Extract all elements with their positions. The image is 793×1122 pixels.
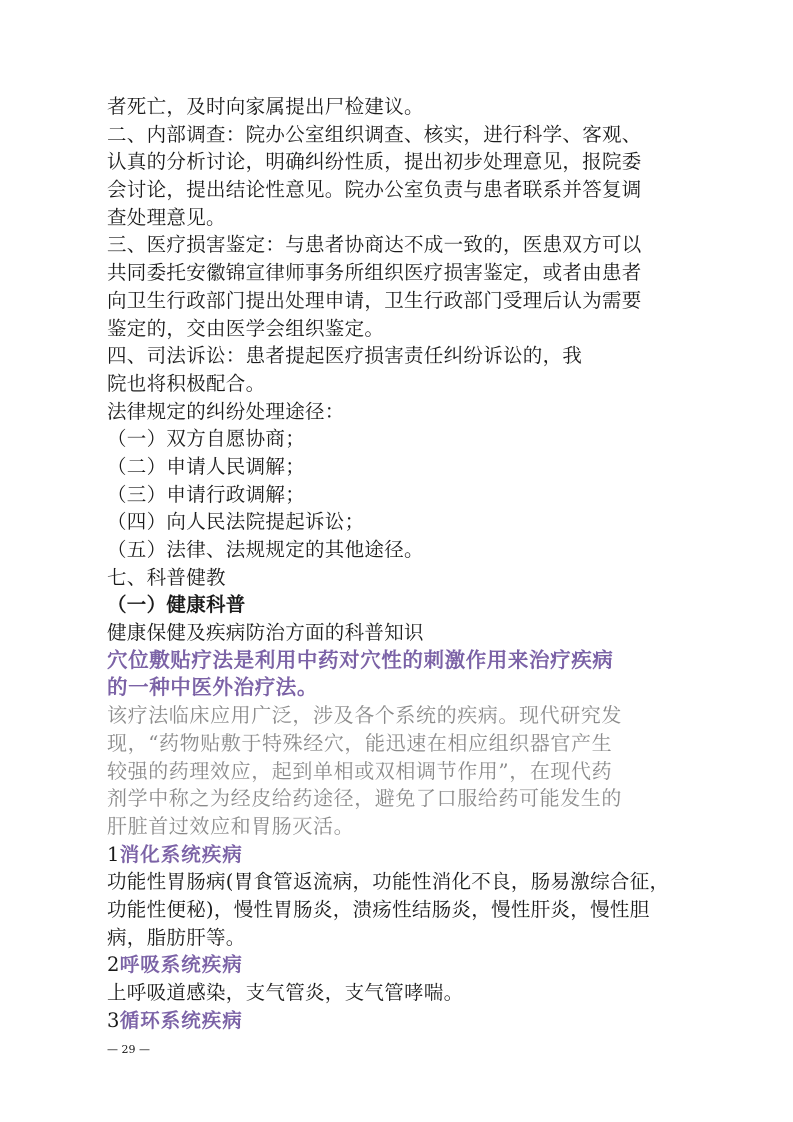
item-label: 循环系统疾病 — [119, 1008, 243, 1032]
paragraph-line: 三、医疗损害鉴定：与患者协商达不成一致的，医患双方可以 — [107, 233, 642, 257]
highlight-line: 穴位敷贴疗法是利用中药对穴性的刺激作用来治疗疾病 — [107, 647, 614, 672]
paragraph-line: 法律规定的纠纷处理途径： — [107, 399, 345, 423]
paragraph-line: 功能性便秘)，慢性胃肠炎，溃疡性结肠炎，慢性肝炎，慢性胆 — [107, 897, 650, 921]
paragraph-line: 者死亡，及时向家属提出尸检建议。 — [107, 95, 424, 118]
paragraph-line: 二、内部调查：院办公室组织调查、核实，进行科学、客观、 — [107, 122, 642, 146]
page-number: — 29 — — [107, 1043, 150, 1056]
grey-paragraph-line: 肝脏首过效应和胃肠灭活。 — [107, 813, 355, 838]
grey-paragraph-line: 该疗法临床应用广泛，涉及各个系统的疾病。现代研究发 — [107, 703, 622, 728]
item-label: 消化系统疾病 — [119, 842, 243, 866]
paragraph-line: 向卫生行政部门提出处理申请，卫生行政部门受理后认为需要 — [107, 288, 642, 312]
paragraph-line: 院也将积极配合。 — [107, 371, 266, 395]
item-number: 3 — [107, 1008, 120, 1032]
paragraph-line: 上呼吸道感染，支气管炎，支气管哮喘。 — [107, 981, 464, 1004]
document-body — [107, 93, 697, 1034]
paragraph-line: 查处理意见。 — [107, 205, 226, 229]
grey-paragraph-line: 现，“药物贴敷于特殊经穴，能迅速在相应组织器官产生 — [107, 730, 613, 755]
item-number: 1 — [107, 842, 120, 866]
list-item: （五）法律、法规规定的其他途径。 — [107, 538, 424, 561]
paragraph-line: 共同委托安徽锦宣律师事务所组织医疗损害鉴定，或者由患者 — [107, 261, 642, 285]
section-heading: （一）健康科普 — [107, 593, 246, 617]
list-item: （三）申请行政调解； — [107, 482, 306, 506]
grey-paragraph-line: 较强的药理效应，起到单相或双相调节作用”，在现代药 — [107, 758, 613, 783]
paragraph-line: 四、司法诉讼：患者提起医疗损害责任纠纷诉讼的，我 — [107, 344, 583, 368]
item-heading-digestive — [107, 841, 697, 869]
item-label: 呼吸系统疾病 — [119, 953, 243, 977]
paragraph-line: 病，脂肪肝等。 — [107, 925, 246, 949]
section-subtitle: 健康保健及疾病防治方面的科普知识 — [107, 621, 424, 645]
paragraph-line: 功能性胃肠病(胃食管返流病，功能性消化不良，肠易激综合征， — [107, 870, 670, 894]
list-item: （四）向人民法院提起诉讼； — [107, 510, 365, 534]
item-number: 2 — [107, 953, 120, 977]
grey-paragraph-line: 剂学中称之为经皮给药途径，避免了口服给药可能发生的 — [107, 786, 622, 811]
paragraph-line: 认真的分析讨论，明确纠纷性质，提出初步处理意见，报院委 — [107, 150, 642, 174]
list-item: （一）双方自愿协商； — [107, 427, 306, 451]
highlight-line: 的一种中医外治疗法。 — [107, 675, 318, 700]
chapter-heading: 七、科普健教 — [107, 565, 226, 589]
item-heading-circulatory — [107, 1007, 697, 1035]
list-item: （二）申请人民调解； — [107, 454, 306, 478]
paragraph-line: 鉴定的，交由医学会组织鉴定。 — [107, 316, 385, 340]
item-heading-respiratory — [107, 951, 697, 979]
paragraph-line: 会讨论，提出结论性意见。院办公室负责与患者联系并答复调 — [107, 178, 642, 202]
